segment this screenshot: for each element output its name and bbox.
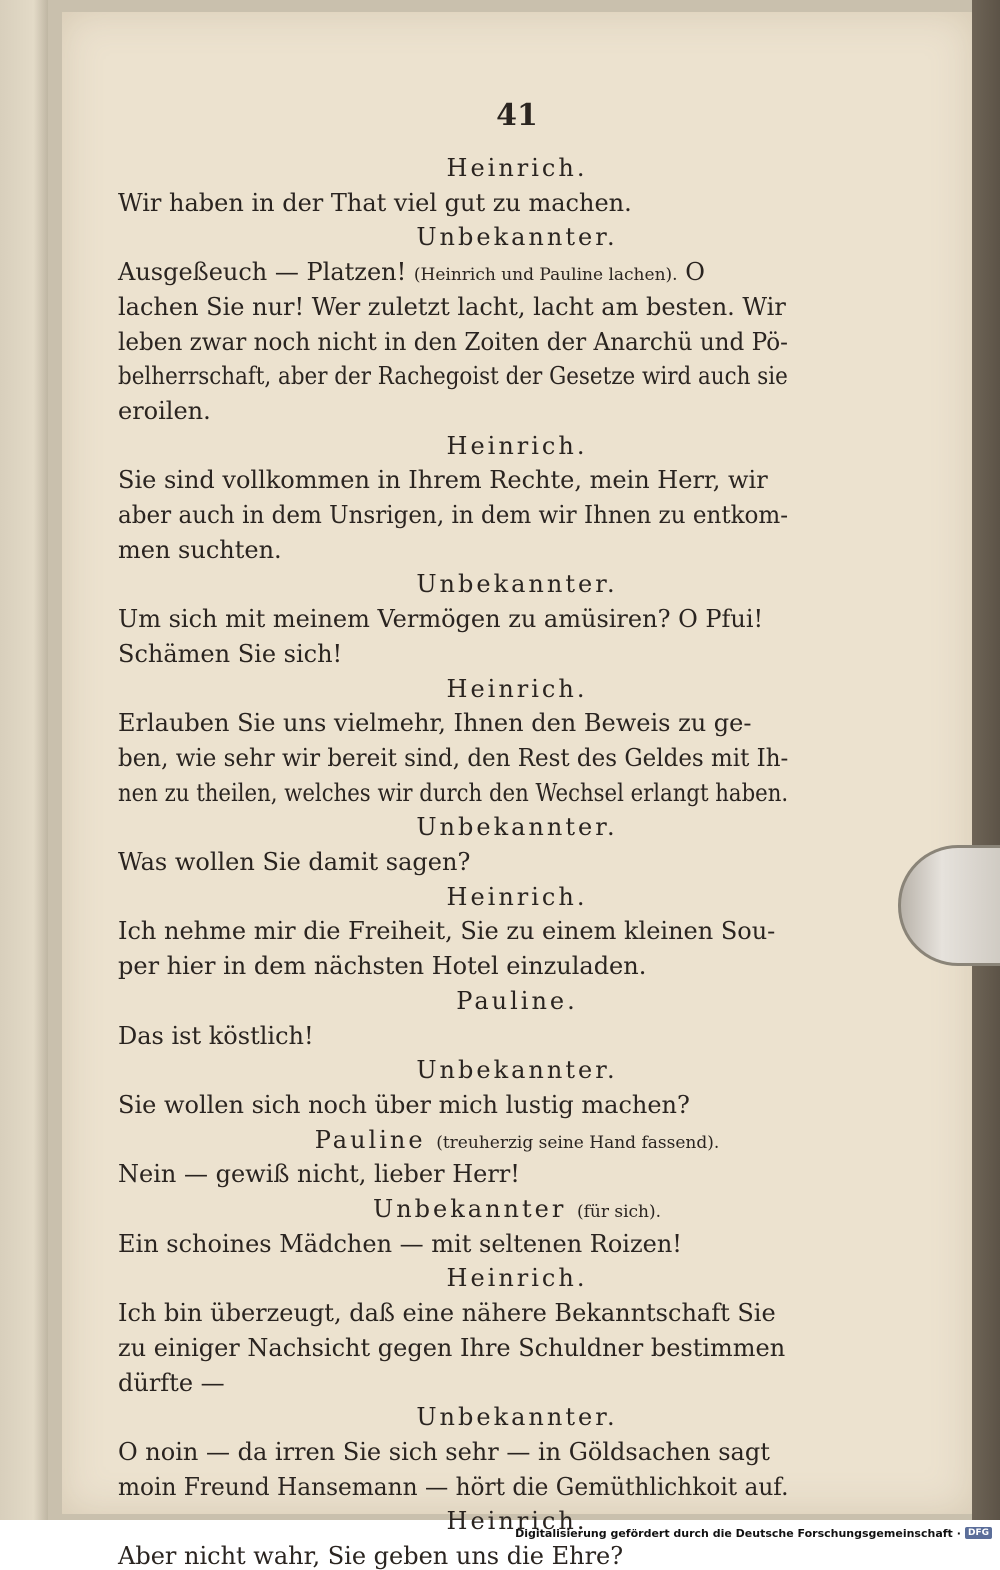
line-text: O noin — da irren Sie sich sehr — in Göldsachen sagt — [118, 1437, 770, 1466]
stage-direction: (für sich). — [576, 1202, 662, 1222]
line-text: ben, wie sehr wir bereit sind, den Rest des Geldes mit Ih- — [118, 743, 789, 772]
speaker-name — [62, 813, 972, 841]
line-text: Nein — gewiß nicht, lieber Herr! — [118, 1160, 520, 1189]
line-text: aber auch in dem Unsrigen, in dem wir Ihnen zu entkom- — [118, 501, 789, 529]
dialogue-line — [118, 1230, 682, 1258]
speaker-label: Unbekannter. — [416, 223, 618, 252]
dialogue-line — [118, 1542, 623, 1570]
footer-text: Digitalisierung gefördert durch die Deutsche Forschungsgemeinschaft — [515, 1526, 953, 1540]
dialogue-line — [118, 1091, 690, 1119]
page-number: 41 — [496, 98, 538, 133]
dialogue-line — [118, 779, 788, 807]
line-text: Ausgeßeuch — Platzen! — [118, 258, 407, 287]
speaker-label: Unbekannter. — [416, 1056, 618, 1085]
line-text: Sie sind vollkommen in Ihrem Rechte, mein Herr, wir — [118, 466, 768, 495]
speaker-label: Unbekannter. — [416, 570, 618, 599]
speaker-label: Unbekannter — [372, 1195, 567, 1223]
dialogue-line — [118, 744, 788, 772]
line-text: Ich bin überzeugt, daß eine nähere Bekanntschaft Sie — [118, 1299, 776, 1328]
dialogue-line — [118, 1438, 770, 1466]
line-text: Erlauben Sie uns vielmehr, Ihnen den Beweis zu ge- — [118, 709, 752, 738]
speaker-name — [62, 432, 972, 460]
dialogue-line — [118, 709, 751, 737]
stage-direction: (Heinrich und Pauline lachen). — [413, 265, 678, 286]
right-book-edge — [972, 0, 1000, 1520]
speaker-name — [62, 987, 972, 1015]
dialogue-line — [118, 258, 705, 286]
line-text: zu einiger Nachsicht gegen Ihre Schuldner bestimmen — [118, 1333, 786, 1362]
line-text: Um sich mit meinem Vermögen zu amüsiren? O Pfui! — [118, 605, 764, 634]
line-text: per hier in dem nächsten Hotel einzuladen. — [118, 952, 647, 981]
line-text: Was wollen Sie damit sagen? — [118, 848, 471, 876]
dialogue-line — [118, 1160, 520, 1188]
speaker-name — [62, 1056, 972, 1084]
speaker-label: Heinrich. — [446, 882, 588, 911]
speaker-label: Heinrich. — [446, 674, 588, 703]
speaker-label: Unbekannter. — [416, 813, 618, 842]
dialogue-line — [118, 362, 788, 390]
line-text: leben zwar noch nicht in den Zoiten der Anarchü und Pö- — [118, 327, 788, 356]
line-text: Das ist köstlich! — [118, 1021, 314, 1050]
line-text: lachen Sie nur! Wer zuletzt lacht, lacht am besten. Wir — [118, 292, 786, 321]
speaker-name — [62, 883, 972, 911]
left-page-edge — [0, 0, 48, 1520]
dialogue-line — [118, 328, 788, 356]
dialogue-line — [118, 1334, 785, 1362]
stage-direction: (treuherzig seine Hand fassend). — [436, 1132, 720, 1153]
line-text: Wir haben in der That viel gut zu machen. — [118, 188, 632, 217]
line-text: Schämen Sie sich! — [118, 639, 343, 668]
dialogue-line — [118, 1369, 225, 1397]
line-text: nen zu theilen, welches wir durch den Wechsel erlangt haben. — [118, 778, 789, 807]
speaker-label: Pauline. — [456, 986, 578, 1015]
dfg-logo: DFG — [965, 1527, 992, 1539]
dialogue-line — [118, 293, 786, 321]
speaker-label: Heinrich. — [446, 1507, 588, 1536]
dialogue-line — [118, 397, 211, 425]
speaker-label: Heinrich. — [446, 1264, 588, 1293]
speaker-name — [62, 1126, 972, 1154]
footer-separator: · — [956, 1526, 961, 1540]
line-text: belherrschaft, aber der Rachegoist der Gesetze wird auch sie — [118, 362, 788, 391]
line-text: eroilen. — [118, 396, 211, 425]
speaker-label: Heinrich. — [446, 431, 588, 460]
line-text: Aber nicht wahr, Sie geben uns die Ehre? — [118, 1542, 624, 1570]
dialogue-line — [118, 501, 788, 529]
line-text: Ein schoines Mädchen — mit seltenen Roizen! — [118, 1229, 682, 1258]
footer-credit — [515, 1524, 992, 1542]
dialogue-line — [118, 189, 632, 217]
dialogue-line — [118, 1022, 314, 1050]
line-text: dürfte — — [118, 1368, 225, 1397]
speaker-name — [62, 570, 972, 598]
dialogue-line — [118, 536, 282, 564]
line-text: Sie wollen sich noch über mich lustig machen? — [118, 1090, 690, 1119]
speaker-label: Unbekannter. — [416, 1403, 618, 1432]
speaker-name — [62, 675, 972, 703]
line-text: moin Freund Hansemann — hört die Gemüthlichkoit auf. — [118, 1472, 789, 1501]
line-text-continuation: O — [685, 258, 705, 287]
speaker-name — [62, 1403, 972, 1431]
speaker-name — [62, 223, 972, 251]
dialogue-line — [118, 466, 768, 494]
dialogue-line — [118, 1299, 776, 1327]
line-text: Ich nehme mir die Freiheit, Sie zu einem kleinen Sou- — [118, 917, 776, 946]
speaker-name — [62, 1264, 972, 1292]
dialogue-line — [118, 952, 646, 980]
dialogue-line — [118, 640, 342, 668]
speaker-label: Heinrich. — [446, 154, 588, 182]
dialogue-line — [118, 605, 763, 633]
dialogue-line — [118, 917, 775, 945]
speaker-name — [62, 154, 972, 182]
speaker-name — [62, 1195, 972, 1223]
line-text: men suchten. — [118, 535, 282, 564]
dialogue-line — [118, 1473, 788, 1501]
dialogue-line — [118, 848, 470, 876]
speaker-label: Pauline — [314, 1125, 426, 1154]
